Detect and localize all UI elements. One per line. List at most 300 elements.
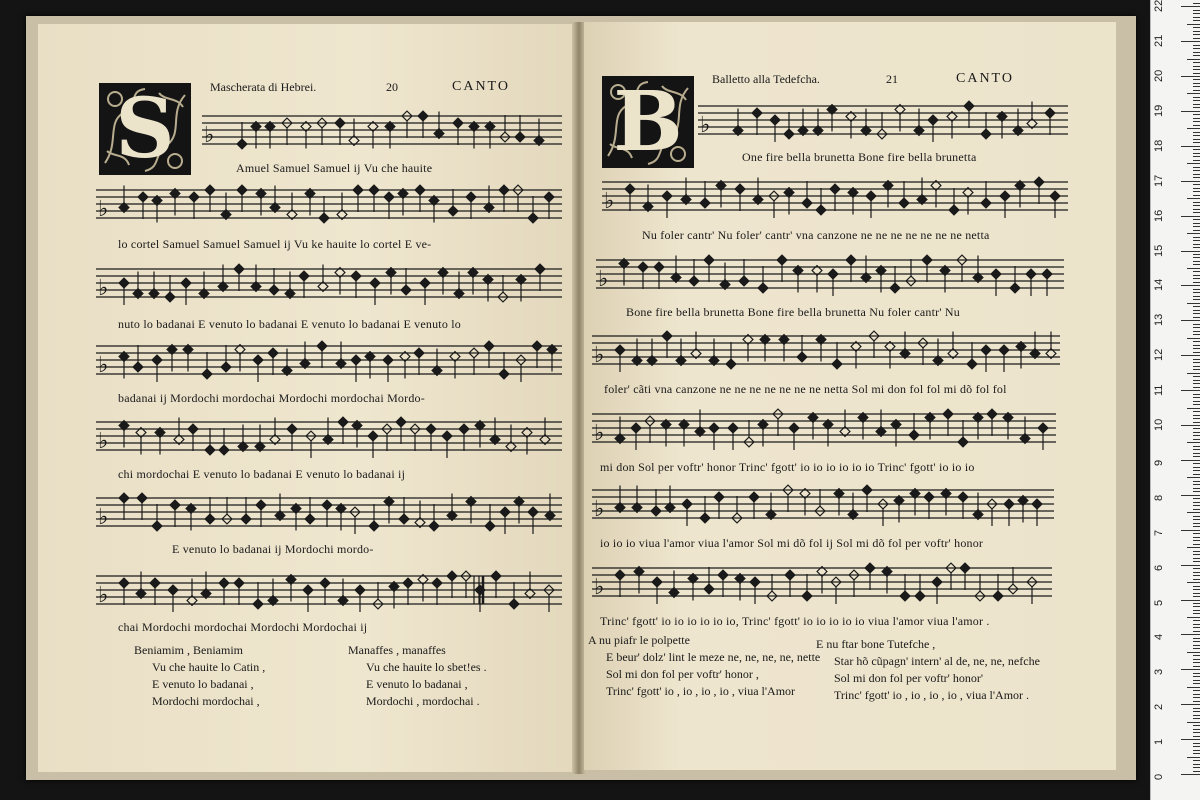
ruler-label: 18 (1153, 139, 1165, 152)
ruler-tick (1193, 160, 1200, 161)
music-note (133, 362, 143, 372)
ruler-tick (1193, 526, 1200, 527)
ruler-label: 22 (1153, 0, 1165, 13)
ruler-tick (1193, 453, 1200, 454)
ruler-tick (1193, 586, 1200, 587)
left-lyric-2: lo cortel Samuel Samuel Samuel ij Vu ke hauite lo cortel E ve- (118, 237, 432, 251)
ruler-tick (1193, 544, 1200, 545)
ruler-tick (1193, 771, 1200, 772)
ruler-tick (1193, 683, 1200, 684)
ruler-tick (1193, 746, 1200, 747)
ruler-tick (1193, 404, 1200, 405)
music-note (932, 577, 942, 587)
ruler-tick (1193, 27, 1200, 28)
ruler-tick (1193, 648, 1200, 649)
ruler-tick (1193, 470, 1200, 471)
ruler-tick (1193, 100, 1200, 101)
ruler-tick (1193, 401, 1200, 402)
ruler-tick (1193, 132, 1200, 133)
ruler-tick (1193, 366, 1200, 367)
ruler-tick (1193, 230, 1200, 231)
music-note (900, 591, 910, 601)
ruler-tick (1193, 432, 1200, 433)
ruler-tick (1193, 97, 1200, 98)
music-note (181, 278, 191, 288)
music-note (420, 278, 430, 288)
clef-symbol: ♭ (98, 429, 109, 454)
ruler-tick (1193, 45, 1200, 46)
ruler-tick (1193, 690, 1200, 691)
ruler-tick (1187, 442, 1200, 443)
ruler-tick (1181, 285, 1200, 286)
ruler-tick (1193, 125, 1200, 126)
ruler-tick (1193, 718, 1200, 719)
ruler-tick (1193, 596, 1200, 597)
ruler-tick (1181, 634, 1200, 635)
music-note (528, 213, 538, 223)
right-page (584, 22, 1116, 770)
ruler-tick (1187, 59, 1200, 60)
music-note (865, 563, 875, 573)
ruler-tick (1187, 512, 1200, 513)
ruler-tick (1193, 523, 1200, 524)
music-note (544, 192, 554, 202)
ruler-tick (1193, 627, 1200, 628)
ruler-tick (1193, 13, 1200, 14)
music-note (383, 355, 393, 365)
music-note (320, 578, 330, 588)
right-lyric-6: io io io viua l'amor viua l'amor Sol mi dõ fol ij Sol mi dõ fol per voftr' honor (600, 536, 984, 550)
ruler-tick (1193, 174, 1200, 175)
ruler-tick (1193, 237, 1200, 238)
ruler-label: 7 (1153, 529, 1165, 536)
ruler-tick (1193, 83, 1200, 84)
ruler-tick (1193, 519, 1200, 520)
music-note (625, 184, 635, 194)
ruler-tick (1187, 198, 1200, 199)
ruler-label: 16 (1153, 209, 1165, 222)
clef-symbol: ♭ (204, 123, 215, 148)
ruler-tick (1193, 701, 1200, 702)
music-note (784, 129, 794, 139)
music-note (119, 578, 129, 588)
music-note (704, 584, 714, 594)
ruler-tick (1193, 418, 1200, 419)
music-note (866, 191, 876, 201)
ruler-tick (1193, 498, 1200, 499)
ruler-tick (1193, 676, 1200, 677)
left-verse-2-line: Manaffes , manaffes (348, 643, 446, 657)
ruler-tick (1193, 488, 1200, 489)
ruler-tick (1181, 111, 1200, 112)
music-staff (602, 177, 1068, 218)
music-note (1038, 423, 1048, 433)
ruler-tick (1187, 303, 1200, 304)
music-note (928, 115, 938, 125)
music-note (370, 278, 380, 288)
music-note (987, 409, 997, 419)
clef-symbol: ♭ (98, 197, 109, 222)
ruler-tick (1193, 439, 1200, 440)
music-note (981, 345, 991, 355)
music-note (338, 417, 348, 427)
right-lyric-4: foler' cãti vna canzone ne ne ne ne ne ne ne netta Sol mi don fol fol mi dõ fol fol (604, 382, 1007, 396)
ruler-label: 3 (1153, 669, 1165, 676)
ruler-tick (1193, 631, 1200, 632)
ruler-tick (1193, 645, 1200, 646)
ruler-tick (1193, 219, 1200, 220)
ruler-tick (1193, 226, 1200, 227)
right-initial-letter: B (613, 76, 683, 168)
clef-symbol: ♭ (98, 505, 109, 530)
ruler-label: 8 (1153, 494, 1165, 501)
left-verse-2 (348, 642, 487, 710)
music-note (726, 359, 736, 369)
music-note (735, 184, 745, 194)
ruler-tick (1193, 205, 1200, 206)
music-note (958, 492, 968, 502)
music-note (219, 445, 229, 455)
ruler-tick (1181, 530, 1200, 531)
music-note (500, 507, 510, 517)
music-note (802, 198, 812, 208)
ruler-tick (1193, 334, 1200, 335)
music-note (119, 493, 129, 503)
ruler-tick (1187, 687, 1200, 688)
ruler-label: 4 (1153, 634, 1165, 641)
ruler-tick (1193, 613, 1200, 614)
music-note (758, 283, 768, 293)
music-note (401, 285, 411, 295)
music-note (777, 255, 787, 265)
music-note (700, 198, 710, 208)
music-note (202, 369, 212, 379)
music-note (269, 285, 279, 295)
ruler-tick (1181, 495, 1200, 496)
ruler-tick (1193, 362, 1200, 363)
ruler-tick (1181, 600, 1200, 601)
ruler-tick (1193, 753, 1200, 754)
music-note (234, 264, 244, 274)
ruler-tick (1193, 114, 1200, 115)
ruler-tick (1193, 107, 1200, 108)
ruler-tick (1193, 257, 1200, 258)
ruler-tick (1193, 3, 1200, 4)
music-note (949, 205, 959, 215)
right-part-name: CANTO (956, 71, 1014, 86)
ruler-tick (1193, 659, 1200, 660)
ruler-tick (1193, 135, 1200, 136)
music-note (770, 115, 780, 125)
music-note (1000, 191, 1010, 201)
music-note (491, 571, 501, 581)
ruler-tick (1193, 729, 1200, 730)
ruler-tick (1193, 149, 1200, 150)
ruler-tick (1193, 435, 1200, 436)
ruler-tick (1193, 121, 1200, 122)
right-lyric-3: Bone fire bella brunetta Bone fire bella brunetta Nu foler cantr' Nu (626, 305, 960, 319)
music-note (403, 578, 413, 588)
ruler-tick (1193, 732, 1200, 733)
music-note (862, 485, 872, 495)
left-verse-1-line: Beniamim , Beniamim (134, 643, 243, 657)
ruler-tick (1193, 139, 1200, 140)
music-note (319, 213, 329, 223)
ruler-tick (1193, 352, 1200, 353)
ruler-tick (1193, 66, 1200, 67)
music-note (890, 283, 900, 293)
ruler-tick (1193, 446, 1200, 447)
music-note (909, 430, 919, 440)
music-staff (96, 185, 562, 223)
ruler-tick (1187, 757, 1200, 758)
music-note (662, 331, 672, 341)
music-note (399, 514, 409, 524)
ruler-tick (1193, 449, 1200, 450)
ruler-tick (1193, 624, 1200, 625)
right-verse-2-line: Sol mi don fol per voftr' honor' (834, 671, 983, 685)
left-verse-1-line: E venuto lo badanai , (152, 677, 254, 691)
music-note (268, 348, 278, 358)
left-part-name: CANTO (452, 79, 510, 94)
clef-symbol: ♭ (98, 353, 109, 378)
ruler-tick (1187, 163, 1200, 164)
music-note (960, 563, 970, 573)
music-note (447, 571, 457, 581)
music-note (652, 577, 662, 587)
left-verse-2-line: E venuto lo badanai , (366, 677, 468, 691)
music-note (322, 500, 332, 510)
ruler-tick (1187, 722, 1200, 723)
ruler-tick (1193, 52, 1200, 53)
ruler-tick (1187, 24, 1200, 25)
ruler-label: 15 (1153, 244, 1165, 257)
ruler-tick (1193, 554, 1200, 555)
ruler-tick (1181, 565, 1200, 566)
music-note (1034, 177, 1044, 187)
music-note (899, 198, 909, 208)
music-note (305, 514, 315, 524)
ruler-label: 17 (1153, 174, 1165, 187)
right-lyric-2: Nu foler cantr' Nu foler' cantr' vna canzone ne ne ne ne ne ne ne netta (642, 228, 990, 242)
ruler-tick (1187, 338, 1200, 339)
music-note (964, 101, 974, 111)
music-note (168, 585, 178, 595)
ruler-label: 1 (1153, 738, 1165, 746)
music-note (137, 493, 147, 503)
clef-symbol: ♭ (98, 276, 109, 301)
music-staff (596, 255, 1064, 296)
ruler-tick (1193, 568, 1200, 569)
ruler-tick (1193, 292, 1200, 293)
music-note (384, 192, 394, 202)
ruler-tick (1187, 477, 1200, 478)
ruler-tick (1187, 408, 1200, 409)
ruler-tick (1193, 697, 1200, 698)
music-staff (202, 111, 562, 149)
ruler-tick (1193, 509, 1200, 510)
ruler-tick (1193, 540, 1200, 541)
ruler-tick (1193, 502, 1200, 503)
ruler-tick (1193, 610, 1200, 611)
music-note (299, 271, 309, 281)
ruler-tick (1193, 750, 1200, 751)
clef-symbol: ♭ (604, 189, 615, 214)
right-verse-1-line: A nu piafr le polpette (588, 633, 690, 647)
ruler-tick (1193, 467, 1200, 468)
ruler-tick (1193, 254, 1200, 255)
left-page (38, 24, 576, 772)
ruler-tick (1193, 167, 1200, 168)
ruler-tick (1193, 247, 1200, 248)
ruler-label: 12 (1153, 348, 1165, 362)
music-note (922, 255, 932, 265)
ruler-tick (1193, 589, 1200, 590)
clef-symbol: ♭ (594, 575, 605, 600)
music-note (682, 499, 692, 509)
left-verse-2-line: Mordochi , mordochai . (366, 694, 480, 708)
music-note (993, 591, 1003, 601)
music-note (414, 348, 424, 358)
ruler-label: 0 (1153, 773, 1165, 780)
music-note (709, 423, 719, 433)
ruler-tick (1193, 341, 1200, 342)
ruler-tick (1193, 195, 1200, 196)
ruler-tick (1193, 299, 1200, 300)
ruler-tick (1187, 93, 1200, 94)
music-note (654, 262, 664, 272)
music-note (205, 514, 215, 524)
clef-symbol: ♭ (98, 583, 109, 608)
music-note (1045, 108, 1055, 118)
ruler-tick (1193, 240, 1200, 241)
ruler-tick (1193, 575, 1200, 576)
music-note (189, 192, 199, 202)
music-note (958, 437, 968, 447)
music-note (915, 591, 925, 601)
ruler-tick (1193, 62, 1200, 63)
music-note (532, 341, 542, 351)
music-note (750, 577, 760, 587)
ruler-tick (1181, 146, 1200, 147)
right-verse-2-line: E nu ftar bone Tutefche , (816, 637, 936, 651)
ruler-label: 13 (1153, 314, 1165, 327)
music-note (459, 424, 469, 434)
ruler-tick (1181, 6, 1200, 7)
music-note (700, 513, 710, 523)
music-note (335, 118, 345, 128)
music-note (351, 271, 361, 281)
music-note (1050, 191, 1060, 201)
music-note (752, 108, 762, 118)
right-lyric-5: mi don Sol per voftr' honor Trinc' fgott' io io io io io io Trinc' fgott' io io io (600, 460, 975, 474)
music-note (221, 362, 231, 372)
music-note (355, 585, 365, 595)
music-note (253, 599, 263, 609)
music-note (846, 255, 856, 265)
music-note (797, 352, 807, 362)
music-note (426, 424, 436, 434)
ruler-tick (1181, 460, 1200, 461)
ruler-tick (1181, 704, 1200, 705)
ruler-tick (1193, 153, 1200, 154)
ruler-label: 6 (1153, 564, 1165, 571)
music-note (353, 185, 363, 195)
music-staff (592, 331, 1060, 372)
ruler-tick (1181, 425, 1200, 426)
ruler-tick (1193, 537, 1200, 538)
ruler-tick (1193, 142, 1200, 143)
ruler-tick (1193, 261, 1200, 262)
right-verse-2-line: Trinc' fgott' io , io , io , io , viua l'Amor . (834, 688, 1030, 702)
ruler-tick (1193, 558, 1200, 559)
music-note (303, 585, 313, 595)
music-note (704, 255, 714, 265)
music-note (429, 521, 439, 531)
ruler-tick (1193, 760, 1200, 761)
ruler-tick (1181, 390, 1200, 391)
ruler-tick (1193, 767, 1200, 768)
ruler-tick (1193, 484, 1200, 485)
ruler-tick (1181, 774, 1200, 775)
ruler-tick (1193, 282, 1200, 283)
ruler-label: 19 (1153, 104, 1165, 117)
music-note (615, 345, 625, 355)
ruler-tick (1193, 296, 1200, 297)
music-note (515, 132, 525, 142)
ruler-tick (1193, 264, 1200, 265)
ruler-tick (1187, 582, 1200, 583)
ruler-label: 21 (1153, 34, 1165, 48)
music-note (237, 139, 247, 149)
ruler-tick (1193, 20, 1200, 21)
music-note (138, 192, 148, 202)
ruler-tick (1193, 606, 1200, 607)
music-note (418, 111, 428, 121)
ruler-tick (1193, 572, 1200, 573)
music-note (432, 578, 442, 588)
music-note (615, 570, 625, 580)
ruler-label: 14 (1153, 279, 1165, 292)
music-note (241, 514, 251, 524)
music-note (924, 492, 934, 502)
music-note (535, 264, 545, 274)
ruler-tick (1193, 191, 1200, 192)
ruler-tick (1193, 348, 1200, 349)
music-note (943, 409, 953, 419)
music-note (528, 507, 538, 517)
ruler-tick (1193, 48, 1200, 49)
music-staff (96, 493, 562, 534)
ruler-label: 5 (1153, 599, 1165, 606)
music-note (802, 591, 812, 601)
ruler-tick (1193, 694, 1200, 695)
clef-symbol: ♭ (594, 421, 605, 446)
ruler-tick (1193, 561, 1200, 562)
ruler-tick (1193, 673, 1200, 674)
music-note (256, 500, 266, 510)
ruler-label: 10 (1153, 418, 1165, 431)
music-note (739, 276, 749, 286)
measuring-ruler (1150, 0, 1200, 800)
music-note (415, 185, 425, 195)
left-initial-letter: S (115, 83, 175, 175)
ruler-tick (1193, 34, 1200, 35)
music-note (152, 355, 162, 365)
music-note (448, 206, 458, 216)
music-note (484, 341, 494, 351)
ruler-tick (1193, 456, 1200, 457)
